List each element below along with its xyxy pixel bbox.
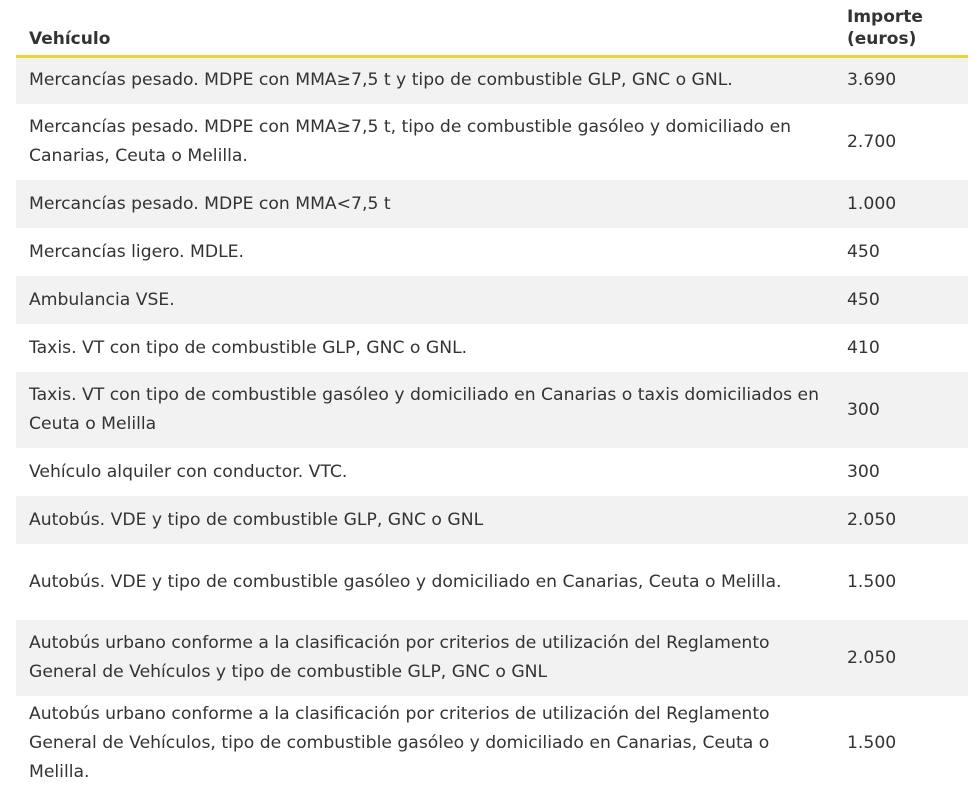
cell-amount: 2.050 (834, 496, 968, 544)
vehicle-amount-table (16, 0, 968, 790)
cell-amount: 2.050 (834, 620, 968, 696)
cell-vehicle: Vehículo alquiler con conductor. VTC. (16, 448, 834, 496)
cell-vehicle: Mercancías pesado. MDPE con MMA≥7,5 t, tipo de combustible gasóleo y domiciliado en Canarias, Ceuta o Melilla. (16, 104, 834, 180)
table-row (16, 496, 968, 544)
header-vehicle: Vehículo (16, 0, 834, 56)
cell-vehicle: Taxis. VT con tipo de combustible gasóleo y domiciliado en Canarias o taxis domiciliados en Ceuta o Melilla (16, 372, 834, 448)
cell-amount: 1.000 (834, 180, 968, 228)
table-row (16, 544, 968, 620)
cell-vehicle: Autobús. VDE y tipo de combustible gasóleo y domiciliado en Canarias, Ceuta o Melilla. (16, 544, 834, 620)
table-row (16, 56, 968, 104)
cell-vehicle: Autobús. VDE y tipo de combustible GLP, GNC o GNL (16, 496, 834, 544)
cell-vehicle: Ambulancia VSE. (16, 276, 834, 324)
table-body (16, 56, 968, 790)
table-row (16, 696, 968, 790)
cell-vehicle: Autobús urbano conforme a la clasificación por criterios de utilización del Reglamento General de Vehículos, tipo de combustible gasóleo y domiciliado en Canarias, Ceuta o Melilla. (16, 696, 834, 790)
table-row (16, 104, 968, 180)
cell-amount: 3.690 (834, 56, 968, 104)
cell-amount: 300 (834, 448, 968, 496)
table-header (16, 0, 968, 56)
cell-amount: 450 (834, 228, 968, 276)
table-row (16, 276, 968, 324)
cell-vehicle: Taxis. VT con tipo de combustible GLP, GNC o GNL. (16, 324, 834, 372)
table-row (16, 180, 968, 228)
cell-amount: 450 (834, 276, 968, 324)
table-row (16, 448, 968, 496)
header-amount-line1: Importe (847, 6, 923, 27)
cell-vehicle: Autobús urbano conforme a la clasificación por criterios de utilización del Reglamento General de Vehículos y tipo de combustible GLP, GNC o GNL (16, 620, 834, 696)
header-row (16, 0, 968, 56)
cell-vehicle: Mercancías pesado. MDPE con MMA<7,5 t (16, 180, 834, 228)
cell-amount: 1.500 (834, 696, 968, 790)
header-amount (834, 0, 968, 56)
cell-amount: 410 (834, 324, 968, 372)
cell-vehicle: Mercancías pesado. MDPE con MMA≥7,5 t y tipo de combustible GLP, GNC o GNL. (16, 56, 834, 104)
table-row (16, 228, 968, 276)
cell-amount: 2.700 (834, 104, 968, 180)
table-row (16, 324, 968, 372)
table-row (16, 620, 968, 696)
table-row (16, 372, 968, 448)
cell-vehicle: Mercancías ligero. MDLE. (16, 228, 834, 276)
cell-amount: 300 (834, 372, 968, 448)
header-amount-line2: (euros) (847, 28, 917, 49)
cell-amount: 1.500 (834, 544, 968, 620)
